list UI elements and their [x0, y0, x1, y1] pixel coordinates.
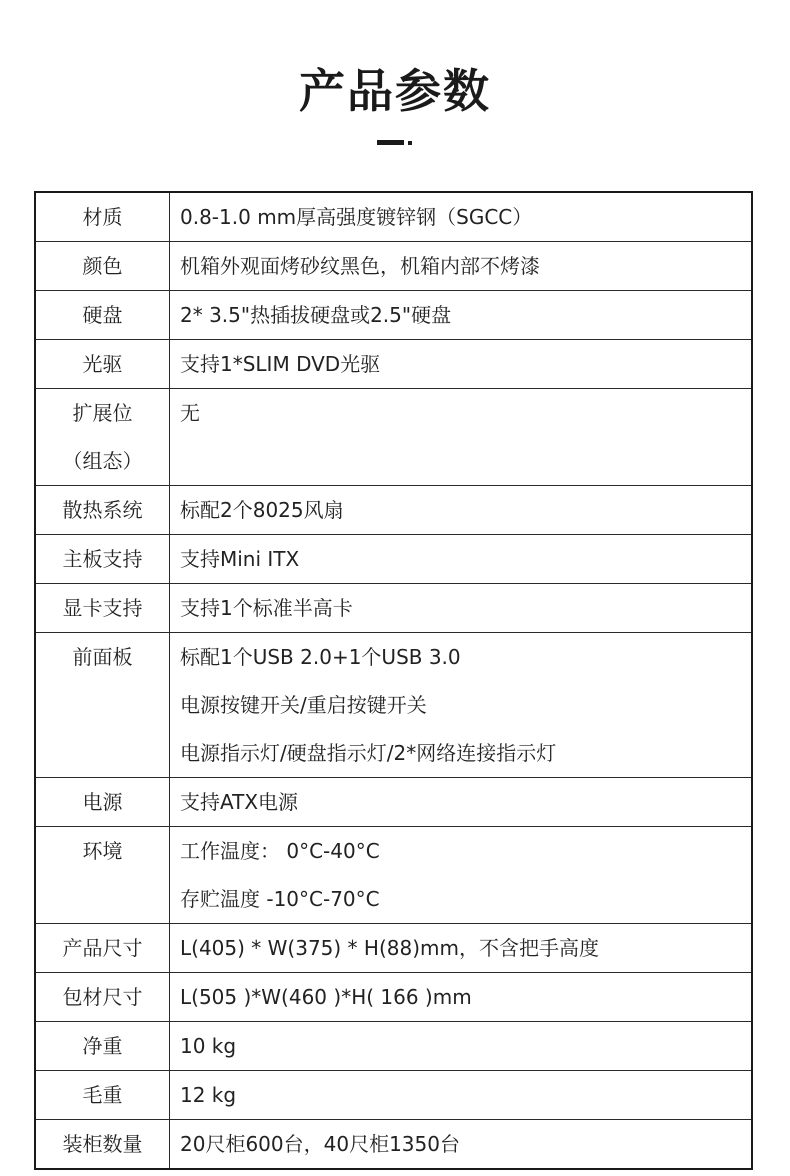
spec-label-cell [35, 924, 170, 973]
spec-label-cell [35, 291, 170, 340]
spec-value-cell [170, 486, 753, 535]
spec-value: 电源按键开关/重启按键开关 [180, 693, 427, 717]
spec-label-cell [35, 486, 170, 535]
spec-row [35, 584, 752, 633]
spec-value-cell [170, 973, 753, 1022]
spec-value: 机箱外观面烤砂纹黑色，机箱内部不烤漆 [180, 254, 540, 278]
spec-label: 包材尺寸 [62, 985, 143, 1009]
spec-value-cell [170, 535, 753, 584]
spec-value: 支持Mini ITX [180, 547, 300, 571]
spec-row [35, 633, 752, 778]
spec-value: L(505 )*W(460 )*H( 166 )mm [180, 985, 472, 1009]
spec-value: 支持1*SLIM DVD光驱 [180, 352, 381, 376]
spec-value: 无 [180, 401, 200, 425]
spec-label: 装柜数量 [62, 1132, 143, 1156]
title-underline-bar [377, 140, 404, 145]
spec-label-cell [35, 778, 170, 827]
spec-label-cell [35, 633, 170, 778]
spec-value: 支持1个标准半高卡 [180, 596, 353, 620]
spec-table-body [35, 192, 752, 1169]
spec-value-cell [170, 291, 753, 340]
spec-label: 主板支持 [62, 547, 143, 571]
spec-row [35, 827, 752, 924]
spec-value: 0.8-1.0 mm厚高强度镀锌钢（SGCC） [180, 205, 533, 229]
spec-row [35, 1022, 752, 1071]
spec-value-cell [170, 584, 753, 633]
spec-label: 散热系统 [62, 498, 143, 522]
spec-value-cell [170, 924, 753, 973]
spec-value-cell [170, 389, 753, 486]
spec-value: L(405) * W(375) * H(88)mm，不含把手高度 [180, 936, 599, 960]
spec-row [35, 486, 752, 535]
spec-value-cell [170, 1071, 753, 1120]
spec-label: 前面板 [72, 645, 133, 669]
spec-label: 电源 [82, 790, 123, 814]
title-underline-dot [408, 141, 412, 145]
spec-row [35, 973, 752, 1022]
spec-label: 显卡支持 [62, 596, 143, 620]
spec-value: 10 kg [180, 1034, 237, 1058]
spec-row [35, 1071, 752, 1120]
spec-row [35, 924, 752, 973]
spec-label: 环境 [82, 839, 123, 863]
spec-label: 扩展位 [72, 401, 133, 425]
spec-row [35, 389, 752, 486]
spec-label: 毛重 [82, 1083, 123, 1107]
spec-row [35, 291, 752, 340]
spec-label: 产品尺寸 [62, 936, 143, 960]
spec-label: 材质 [82, 205, 123, 229]
spec-label-cell [35, 973, 170, 1022]
spec-value-cell [170, 192, 753, 242]
spec-label-cell [35, 827, 170, 924]
spec-value-cell [170, 340, 753, 389]
spec-label-cell [35, 242, 170, 291]
spec-row [35, 1120, 752, 1170]
spec-value-cell [170, 1022, 753, 1071]
spec-label-cell [35, 535, 170, 584]
spec-value-cell [170, 633, 753, 778]
spec-label-cell [35, 1120, 170, 1170]
spec-label-cell [35, 340, 170, 389]
spec-value: 工作温度： 0°C-40°C [180, 839, 380, 863]
spec-value: 存贮温度 -10°C-70°C [180, 887, 380, 911]
spec-value: 电源指示灯/硬盘指示灯/2*网络连接指示灯 [180, 741, 557, 765]
spec-value: 20尺柜600台，40尺柜1350台 [180, 1132, 460, 1156]
spec-label: 光驱 [82, 352, 123, 376]
spec-value: 2* 3.5"热插拔硬盘或2.5"硬盘 [180, 303, 452, 327]
spec-row [35, 242, 752, 291]
page-title: 产品参数 [299, 64, 491, 118]
spec-value-cell [170, 242, 753, 291]
spec-label-cell [35, 192, 170, 242]
spec-label-cell [35, 584, 170, 633]
spec-row [35, 535, 752, 584]
spec-label: 颜色 [82, 254, 123, 278]
spec-row [35, 778, 752, 827]
spec-value-cell [170, 827, 753, 924]
spec-value-cell [170, 778, 753, 827]
spec-row [35, 340, 752, 389]
spec-label-cell [35, 1022, 170, 1071]
spec-table [34, 191, 753, 1170]
spec-label-cell [35, 1071, 170, 1120]
spec-value-cell [170, 1120, 753, 1170]
spec-value: 标配2个8025风扇 [180, 498, 344, 522]
spec-label: 硬盘 [82, 303, 123, 327]
spec-value: 12 kg [180, 1083, 237, 1107]
title-underline-decoration [377, 140, 413, 146]
spec-label: （组态） [62, 449, 143, 473]
spec-label: 净重 [82, 1034, 123, 1058]
spec-value: 支持ATX电源 [180, 790, 299, 814]
spec-label-cell [35, 389, 170, 486]
spec-row [35, 192, 752, 242]
spec-value: 标配1个USB 2.0+1个USB 3.0 [180, 645, 461, 669]
